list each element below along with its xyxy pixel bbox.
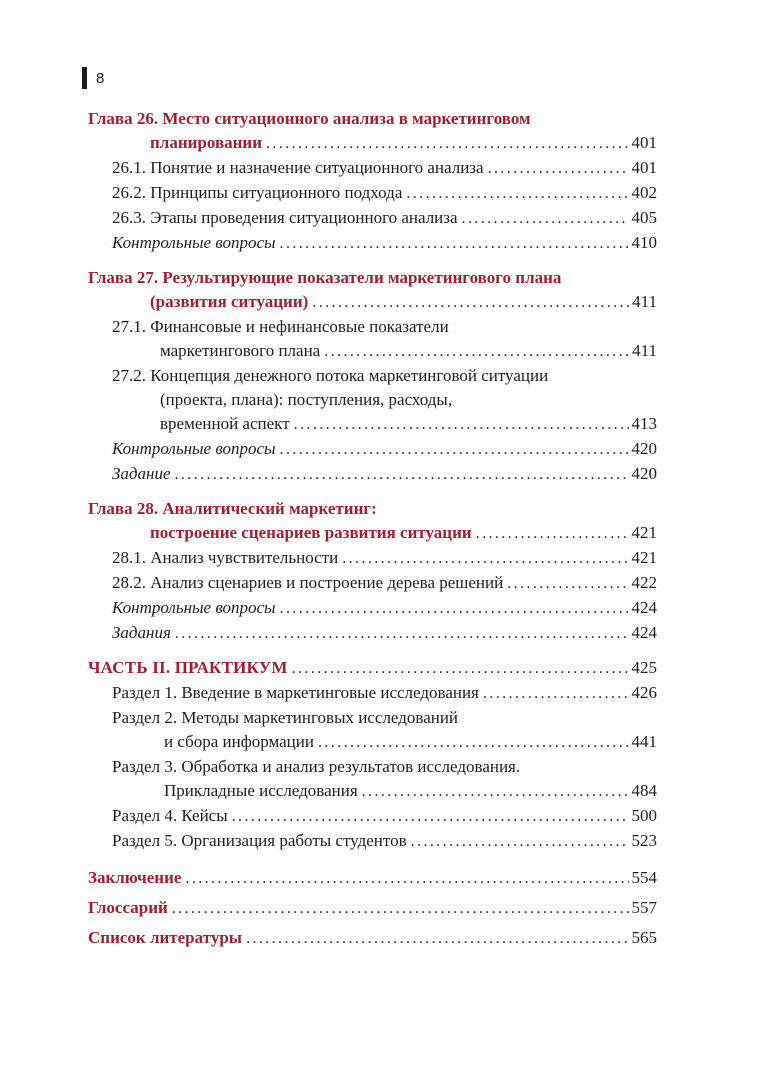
toc-entry-text: и сбора информации [164, 732, 314, 751]
toc-entry-text: Задания [112, 623, 171, 642]
toc-page-number: 424 [631, 623, 657, 642]
toc-page-number: 424 [631, 598, 657, 617]
dot-leader [362, 780, 629, 804]
toc-entry-text: 26.1. Понятие и назначение ситуационного анализа [112, 158, 484, 177]
toc-line [88, 364, 657, 388]
toc-line [88, 437, 657, 462]
toc-entry-text: Список литературы [88, 928, 243, 947]
toc-line [88, 266, 657, 290]
toc-page-number: 410 [631, 233, 657, 252]
dot-leader [507, 572, 628, 596]
toc-entry [88, 866, 657, 891]
toc-entry-text: Раздел 5. Организация работы студентов [112, 831, 407, 850]
toc-line [88, 206, 657, 231]
toc-entry [88, 596, 657, 621]
page-number-marker-bar [82, 67, 87, 89]
toc-line [88, 755, 657, 779]
toc-page-number: 420 [631, 464, 657, 483]
toc-line [88, 804, 657, 829]
toc-entry [88, 571, 657, 596]
toc-entry [88, 621, 657, 646]
toc-entry [88, 266, 657, 315]
toc-line [88, 521, 657, 546]
toc-entry [88, 462, 657, 487]
toc-entry-text: Раздел 4. Кейсы [112, 806, 228, 825]
toc-line [88, 730, 657, 755]
toc-line [88, 462, 657, 487]
dot-leader [462, 207, 629, 231]
toc-entry [88, 755, 657, 804]
dot-leader [175, 622, 629, 646]
toc-line [88, 290, 657, 315]
toc-page-number: 401 [631, 133, 657, 152]
toc-entry [88, 206, 657, 231]
toc-page-number: 421 [631, 548, 657, 567]
toc-page-number: 500 [631, 806, 657, 825]
toc-line [88, 156, 657, 181]
toc-page-number: 484 [631, 781, 657, 800]
dot-leader [406, 182, 628, 206]
toc-line [88, 571, 657, 596]
toc-entry [88, 437, 657, 462]
toc-entry-text: планировании [150, 133, 263, 152]
toc-entry-text: Глава 26. Место ситуационного анализа в маркетинговом [88, 109, 531, 128]
toc-entry-text: 27.2. Концепция денежного потока маркетинговой ситуации [112, 366, 549, 385]
toc-page-number: 425 [631, 658, 657, 677]
dot-leader [185, 867, 628, 891]
toc-entry-text: Глава 28. Аналитический маркетинг: [88, 499, 377, 518]
toc-entry-text: построение сценариев развития ситуации [150, 523, 472, 542]
toc-entry-text: Контрольные вопросы [112, 233, 276, 252]
toc-page-number: 422 [631, 573, 657, 592]
toc-entry-text: (развития ситуации) [150, 292, 309, 311]
toc-page-number: 405 [631, 208, 657, 227]
toc-line [88, 388, 657, 412]
toc-entry [88, 656, 657, 681]
toc-line [88, 315, 657, 339]
toc-page-number: 402 [631, 183, 657, 202]
toc-line [88, 866, 657, 891]
dot-leader [483, 682, 629, 706]
dot-leader [246, 927, 628, 951]
toc-entry-text: Контрольные вопросы [112, 598, 276, 617]
toc-line [88, 829, 657, 854]
toc-page-number: 411 [632, 341, 657, 360]
toc-line [88, 706, 657, 730]
toc-entry-text: Контрольные вопросы [112, 439, 276, 458]
toc-entry [88, 896, 657, 921]
toc-entry [88, 497, 657, 546]
page-number: 8 [96, 69, 105, 87]
toc-entry-text: маркетингового плана [160, 341, 321, 360]
dot-leader [280, 438, 629, 462]
toc-entry-text: 26.2. Принципы ситуационного подхода [112, 183, 403, 202]
toc-entry [88, 546, 657, 571]
dot-leader [488, 157, 629, 181]
toc-line [88, 231, 657, 256]
toc-line [88, 681, 657, 706]
toc-line [88, 412, 657, 437]
dot-leader [266, 132, 628, 156]
toc-entry [88, 681, 657, 706]
toc-entry-text: Раздел 3. Обработка и анализ результатов исследования. [112, 757, 521, 776]
toc-page-number: 523 [631, 831, 657, 850]
toc-entry-text: Заключение [88, 868, 182, 887]
toc-line [88, 131, 657, 156]
toc-entry [88, 706, 657, 755]
dot-leader [172, 897, 629, 921]
toc-line [88, 107, 657, 131]
toc-entry-text: Раздел 1. Введение в маркетинговые исследования [112, 683, 479, 702]
toc-entry-text: ЧАСТЬ II. ПРАКТИКУМ [88, 658, 288, 677]
toc-entry [88, 156, 657, 181]
toc-entry-text: 28.1. Анализ чувствительности [112, 548, 339, 567]
toc-entry-text: Задание [112, 464, 171, 483]
dot-leader [411, 830, 629, 854]
dot-leader [232, 805, 629, 829]
dot-leader [312, 291, 629, 315]
dot-leader [342, 547, 628, 571]
toc-line [88, 497, 657, 521]
toc-entry-text: 26.3. Этапы проведения ситуационного анализа [112, 208, 458, 227]
toc-line [88, 896, 657, 921]
dot-leader [324, 340, 629, 364]
toc-entry-text: Прикладные исследования [164, 781, 358, 800]
toc-entry-text: Раздел 2. Методы маркетинговых исследований [112, 708, 459, 727]
toc-entry-text: Глоссарий [88, 898, 168, 917]
toc-line [88, 596, 657, 621]
toc-line [88, 656, 657, 681]
page-number-header [82, 66, 657, 90]
toc-page-number: 413 [631, 414, 657, 433]
toc-page-number: 426 [631, 683, 657, 702]
toc-entry [88, 231, 657, 256]
toc-page-number: 411 [632, 292, 657, 311]
dot-leader [292, 657, 629, 681]
dot-leader [280, 232, 629, 256]
dot-leader [175, 463, 629, 487]
toc-line [88, 181, 657, 206]
dot-leader [318, 731, 629, 755]
toc-entry-text: 28.2. Анализ сценариев и построение дерева решений [112, 573, 504, 592]
toc-line [88, 621, 657, 646]
toc-line [88, 546, 657, 571]
toc-entry [88, 829, 657, 854]
toc-entry [88, 181, 657, 206]
dot-leader [280, 597, 629, 621]
toc-page-number: 421 [631, 523, 657, 542]
toc-entry [88, 926, 657, 951]
toc-entry-text: временной аспект [160, 414, 290, 433]
toc-entry-text: (проекта, плана): поступления, расходы, [160, 390, 453, 409]
toc-entry-text: Глава 27. Результирующие показатели маркетингового плана [88, 268, 562, 287]
toc-line [88, 926, 657, 951]
toc-list [88, 107, 657, 951]
dot-leader [294, 413, 629, 437]
dot-leader [476, 522, 629, 546]
toc-entry-text: 27.1. Финансовые и нефинансовые показатели [112, 317, 449, 336]
toc-entry [88, 804, 657, 829]
toc-page-number: 554 [631, 868, 657, 887]
toc-page-number: 557 [631, 898, 657, 917]
toc-entry [88, 107, 657, 156]
toc-entry [88, 364, 657, 437]
toc-page-number: 441 [631, 732, 657, 751]
toc-page-number: 565 [631, 928, 657, 947]
toc-line [88, 779, 657, 804]
toc-line [88, 339, 657, 364]
toc-page-number: 401 [631, 158, 657, 177]
toc-entry [88, 315, 657, 364]
toc-page-number: 420 [631, 439, 657, 458]
